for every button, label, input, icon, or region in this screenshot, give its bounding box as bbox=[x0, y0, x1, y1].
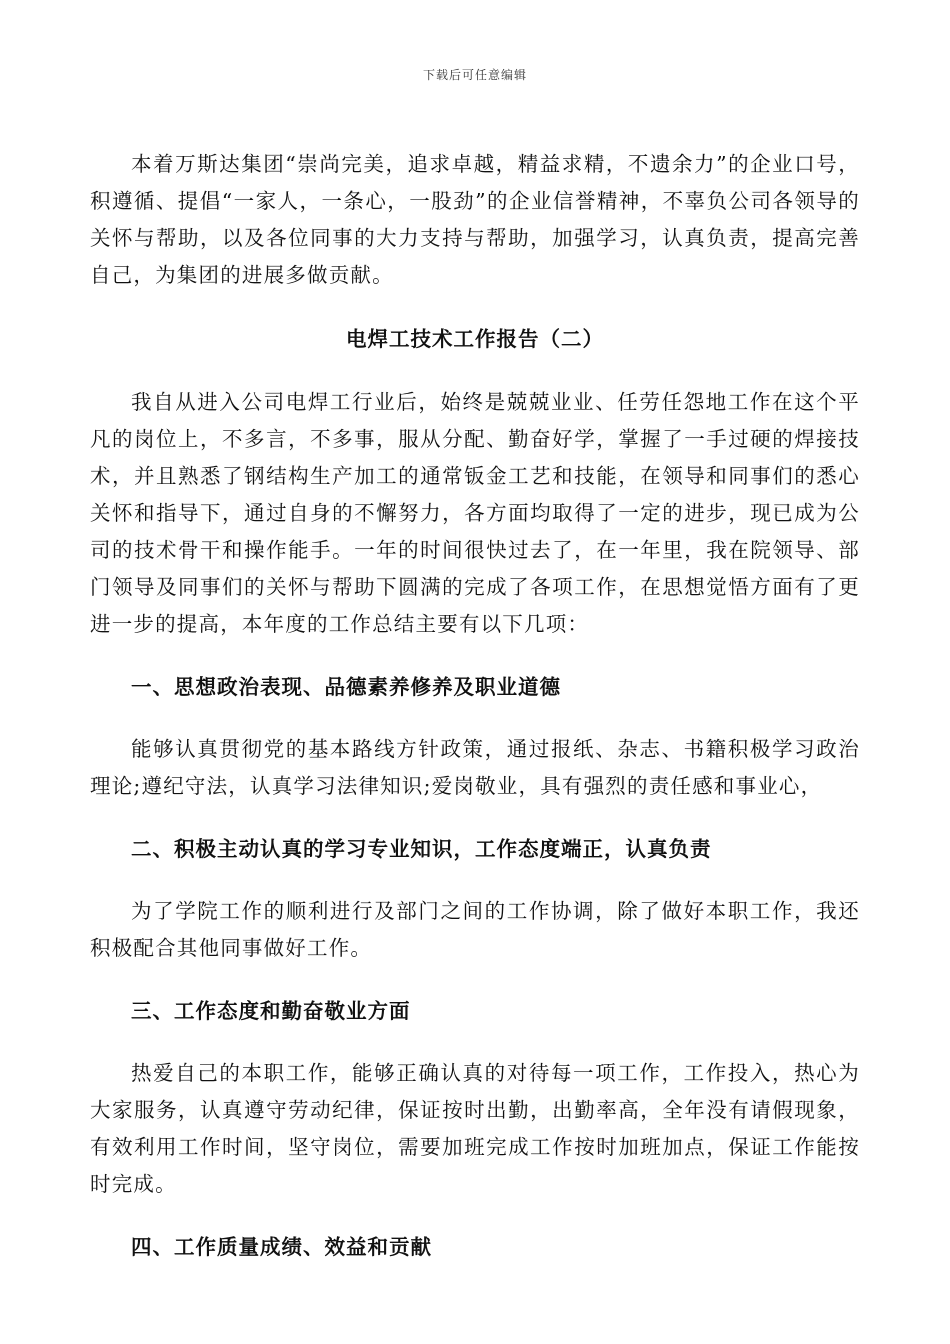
document-body bbox=[90, 146, 860, 1266]
section-title-3: 三、工作态度和勤奋敬业方面 bbox=[131, 999, 411, 1023]
section-title-4: 四、工作质量成绩、效益和贡献 bbox=[131, 1235, 432, 1259]
section-title-2: 二、积极主动认真的学习专业知识，工作态度端正，认真负责 bbox=[131, 837, 712, 861]
document-title: 电焊工技术工作报告（二） bbox=[346, 327, 604, 351]
section-body-2: 为了学院工作的顺利进行及部门之间的工作协调，除了做好本职工作，我还积极配合其他同事做好工作。 bbox=[90, 899, 860, 960]
header-note: 下载后可任意编辑 bbox=[422, 68, 527, 82]
intro-paragraph: 本着万斯达集团“崇尚完美，追求卓越，精益求精，不遗余力”的企业口号，积遵循、提倡“一家人，一条心，一股劲”的企业信誉精神，不辜负公司各领导的关怀与帮助，以及各位同事的大力支持与帮助，加强学习，认真负责，提高完善自己，为集团的进展多做贡献。 bbox=[90, 152, 860, 287]
section-body-3: 热爱自己的本职工作，能够正确认真的对待每一项工作，工作投入，热心为大家服务，认真遵守劳动纪律，保证按时出勤，出勤率高，全年没有请假现象，有效利用工作时间，坚守岗位，需要加班完成工作按时加班加点，保证工作能按时完成。 bbox=[90, 1061, 860, 1196]
section-title-1: 一、思想政治表现、品德素养修养及职业道德 bbox=[131, 675, 561, 699]
section-body-1: 能够认真贯彻党的基本路线方针政策，通过报纸、杂志、书籍积极学习政治理论;遵纪守法，认真学习法律知识;爱岗敬业，具有强烈的责任感和事业心， bbox=[90, 737, 860, 798]
opening-paragraph: 我自从进入公司电焊工行业后，始终是兢兢业业、任劳任怨地工作在这个平凡的岗位上，不多言，不多事，服从分配、勤奋好学，掌握了一手过硬的焊接技术，并且熟悉了钢结构生产加工的通常钣金工艺和技能，在领导和同事们的悉心关怀和指导下，通过自身的不懈努力，各方面均取得了一定的进步，现已成为公司的技术骨干和操作能手。一年的时间很快过去了，在一年里，我在院领导、部门领导及同事们的关怀与帮助下圆满的完成了各项工作，在思想觉悟方面有了更进一步的提高，本年度的工作总结主要有以下几项： bbox=[90, 390, 860, 636]
